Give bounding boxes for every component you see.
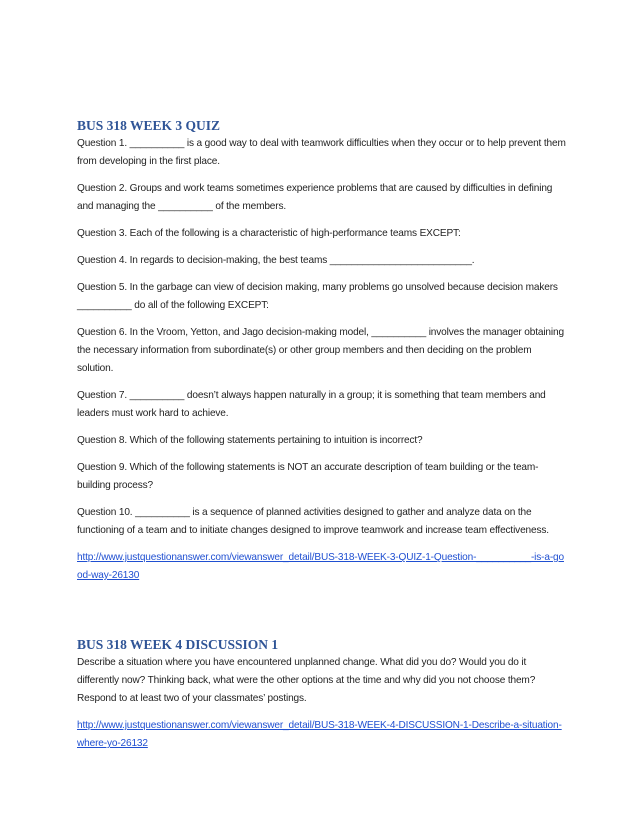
section-spacer <box>77 594 567 636</box>
question-5: Question 5. In the garbage can view of decision making, many problems go unsolved because decision makers __________ do all of the following EXCEPT: <box>77 282 558 311</box>
question-6: Question 6. In the Vroom, Yetton, and Jago decision-making model, __________ involves the manager obtaining the necessary information from subordinate(s) or other group members and then deciding on the problem solution. <box>77 327 564 374</box>
answer-link-week3-quiz[interactable]: http://www.justquestionanswer.com/viewanswer_detail/BUS-318-WEEK-3-QUIZ-1-Question-__________-is-a-good-way-26130 <box>77 552 564 581</box>
section-heading: BUS 318 WEEK 3 QUIZ <box>77 118 221 133</box>
answer-link-week4-discussion[interactable]: http://www.justquestionanswer.com/viewanswer_detail/BUS-318-WEEK-4-DISCUSSION-1-Describe-a-situation-where-yo-26132 <box>77 720 562 749</box>
question-9: Question 9. Which of the following statements is NOT an accurate description of team building or the team-building process? <box>77 462 539 491</box>
question-4: Question 4. In regards to decision-making, the best teams __________________________. <box>77 255 475 266</box>
question-8: Question 8. Which of the following statements pertaining to intuition is incorrect? <box>77 435 423 446</box>
question-10: Question 10. __________ is a sequence of planned activities designed to gather and analyze data on the functioning of a team and to initiate changes designed to improve teamwork and increase team effectiveness. <box>77 507 549 536</box>
question-3: Question 3. Each of the following is a characteristic of high-performance teams EXCEPT: <box>77 228 461 239</box>
document-content <box>77 117 567 762</box>
section-week4-discussion <box>77 636 567 753</box>
question-7: Question 7. __________ doesn’t always happen naturally in a group; it is something that team members and leaders must work hard to achieve. <box>77 390 546 419</box>
question-2: Question 2. Groups and work teams sometimes experience problems that are caused by difficulties in defining and managing the __________ of the members. <box>77 183 553 212</box>
section-week3-quiz <box>77 117 567 585</box>
discussion-prompt: Describe a situation where you have encountered unplanned change. What did you do? Would you do it differently now? Thinking back, what were the other options at the time and why did you not choose them? Respond to at least two of your classmates’ postings. <box>77 657 536 704</box>
section-heading: BUS 318 WEEK 4 DISCUSSION 1 <box>77 637 279 652</box>
question-1: Question 1. __________ is a good way to deal with teamwork difficulties when they occur or to help prevent them from developing in the first place. <box>77 138 566 167</box>
